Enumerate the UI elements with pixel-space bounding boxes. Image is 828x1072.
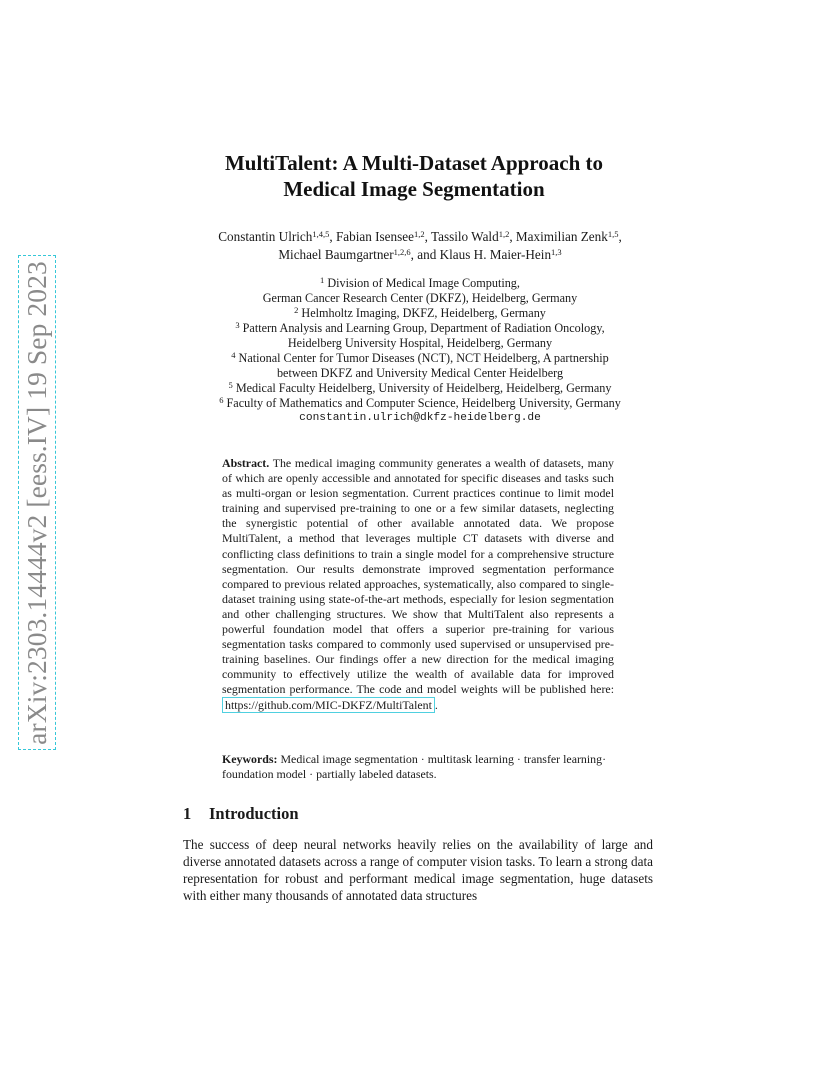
affiliation-number: 2 (294, 305, 299, 315)
affiliation (130, 321, 710, 336)
author-separator: , (329, 229, 336, 244)
affiliation-number: 3 (235, 320, 240, 330)
affiliation-line: German Cancer Research Center (DKFZ), Heidelberg, Germany (262, 291, 578, 305)
affiliation-line: Division of Medical Image Computing, (327, 276, 520, 290)
affiliation-line: Faculty of Mathematics and Computer Science, Heidelberg University, Germany (226, 396, 621, 410)
affiliation-list (130, 276, 710, 426)
affiliation-line: Pattern Analysis and Learning Group, Department of Radiation Oncology, (242, 321, 605, 335)
contact-email[interactable]: constantin.ulrich@dkfz-heidelberg.de (299, 412, 541, 424)
affiliation (130, 396, 710, 411)
section-heading (183, 804, 299, 824)
introduction-paragraph: The success of deep neural networks heavily relies on the availability of large and diverse annotated datasets across a range of computer vision tasks. To learn a strong data representation for robust and performant medical image segmentation, huge datasets with either many thousands of annotated data structures (183, 837, 653, 903)
author-name: Constantin Ulrich (218, 229, 313, 244)
affiliation-line: Heidelberg University Hospital, Heidelberg, Germany (287, 336, 553, 350)
author-name: Klaus H. Maier-Hein (439, 247, 552, 262)
author-list (130, 228, 710, 264)
author-name: Fabian Isensee (335, 229, 414, 244)
author-separator: , and (410, 247, 440, 262)
title-line-2: Medical Image Segmentation (283, 177, 545, 201)
author-affiliation-marks: 1,2 (413, 229, 425, 239)
keywords-label: Keywords: (222, 752, 278, 766)
abstract (222, 456, 614, 713)
author-affiliation-marks: 1,3 (551, 247, 562, 257)
abstract-text: The medical imaging community generates a wealth of datasets, many of which are openly accessible and annotated for specific diseases and tasks such as multi-organ or lesion segmentation. Current practices continue to limit model training and supervised pre-training to one or a few similar datasets, neglecting the synergistic potential of other available annotated data. We propose MultiTalent, a method that leverages multiple CT datasets with diverse and conflicting class definitions to train a single model for a comprehensive structure segmentation. Our results demonstrate improved segmentation performance compared to previous related approaches, systematically, also compared to single-dataset training using state-of-the-art methods, especially for lesion segmentation and other challenging structures. We show that MultiTalent also represents a powerful foundation model that offers a superior pre-training for various segmentation tasks compared to commonly used supervised or unsupervised pre-training baselines. Our findings offer a new direction for the medical imaging community to effectively utilize the wealth of available data for improved segmentation performance. The code and model weights will be published here: (222, 456, 614, 697)
section-number: 1 (183, 804, 192, 823)
abstract-label: Abstract. (222, 456, 270, 470)
arxiv-identifier: arXiv:2303.14444v2 [eess.IV] 19 Sep 2023 (21, 260, 52, 745)
section-title: Introduction (209, 804, 299, 823)
author-separator: , (618, 229, 622, 244)
affiliation-line: between DKFZ and University Medical Center Heidelberg (276, 366, 564, 380)
author-affiliation-marks: 1,5 (607, 229, 619, 239)
abstract-end-punctuation: . (434, 697, 438, 712)
author-separator: , (509, 229, 516, 244)
title-line-1: MultiTalent: A Multi-Dataset Approach to (224, 151, 603, 175)
arxiv-sidebar-stamp (18, 255, 56, 750)
affiliation-number: 4 (231, 350, 236, 360)
affiliation (130, 351, 710, 366)
affiliation-number: 1 (320, 275, 325, 285)
affiliation (130, 276, 710, 291)
author-affiliation-marks: 1,2 (498, 229, 510, 239)
affiliation-line: Helmholtz Imaging, DKFZ, Heidelberg, Germany (301, 306, 546, 320)
keywords (222, 752, 614, 782)
author-name: Maximilian Zenk (515, 229, 608, 244)
affiliation-line: Medical Faculty Heidelberg, University of Heidelberg, Heidelberg, Germany (235, 381, 612, 395)
affiliation (130, 381, 710, 396)
author-affiliation-marks: 1,2,6 (393, 247, 411, 257)
paper-title (0, 150, 828, 202)
affiliation-number: 5 (228, 380, 233, 390)
affiliation-line: National Center for Tumor Diseases (NCT), NCT Heidelberg, A partnership (238, 351, 609, 365)
affiliation (130, 306, 710, 321)
author-name: Tassilo Wald (430, 229, 499, 244)
author-affiliation-marks: 1,4,5 (312, 229, 330, 239)
keywords-text: Medical image segmentation · multitask learning · transfer learning· foundation model · partially labeled datasets. (222, 752, 607, 782)
author-separator: , (424, 229, 431, 244)
code-repository-link[interactable]: https://github.com/MIC-DKFZ/MultiTalent (222, 697, 435, 713)
author-name: Michael Baumgartner (278, 247, 394, 262)
affiliation-number: 6 (219, 395, 224, 405)
